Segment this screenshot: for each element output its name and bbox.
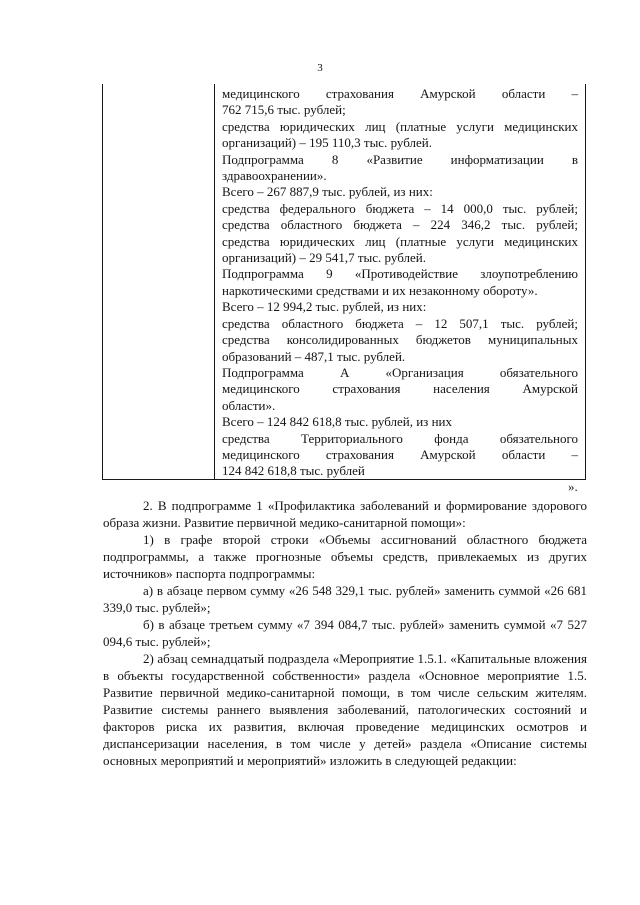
table-cell-line: медицинского страхования населения Амурской [222, 381, 578, 397]
table-cell-line: средства федерального бюджета – 14 000,0 тыс. рублей; [222, 200, 578, 216]
body-paragraph: а) в абзаце первом сумму «26 548 329,1 тыс. рублей» заменить суммой «26 681 339,0 тыс. рублей»; [103, 583, 587, 615]
table-cell-line: медицинского страхования Амурской области – [222, 446, 578, 462]
table-cell-line: наркотическими средствами и их незаконному обороту». [222, 282, 538, 298]
table-cell-line: средства консолидированных бюджетов муниципальных [222, 332, 578, 348]
table-cell-line: средства областного бюджета – 12 507,1 тыс. рублей; [222, 315, 578, 331]
table-cell-line: Всего – 124 842 618,8 тыс. рублей, из них [222, 414, 452, 430]
page-number: 3 [317, 62, 323, 74]
table-cell-line: 762 715,6 тыс. рублей; [222, 102, 346, 118]
table-cell-text [222, 86, 578, 480]
table-cell-line: организаций) – 29 541,7 тыс. рублей. [222, 250, 426, 266]
table-cell-line: Подпрограмма А «Организация обязательного [222, 364, 578, 380]
body-paragraph: 1) в графе второй строки «Объемы ассигнований областного бюджета подпрограммы, а также прогнозные объемы средств, привлекаемых из других источников» паспорта подпрограммы: [103, 532, 587, 581]
table-cell-line: Всего – 267 887,9 тыс. рублей, из них: [222, 184, 433, 200]
table-column-divider [214, 84, 215, 480]
body-paragraph: б) в абзаце третьем сумму «7 394 084,7 тыс. рублей» заменить суммой «7 527 094,6 тыс. рублей»; [103, 617, 587, 649]
table-cell-line: образований – 487,1 тыс. рублей. [222, 348, 406, 364]
table-cell-line: здравоохранении». [222, 168, 327, 184]
closing-quote: ». [568, 479, 578, 494]
body-paragraph: 2) абзац семнадцатый подраздела «Мероприятие 1.5.1. «Капитальные вложения в объекты государственной собственности» раздела «Основное мероприятие 1.5. Развитие первичной медико-санитарной помощи, в том числе сельским жителям. Развитие системы раннего выявления заболеваний, патологических состояний и факторов риска их развития, включая проведение медицинских осмотров и диспансеризации населения, в том числе у детей» раздела «Описание системы основных мероприятий и мероприятий» изложить в следующей редакции: [103, 651, 587, 768]
table-cell-line: 124 842 618,8 тыс. рублей [222, 463, 365, 479]
table-cell-line: средства юридических лиц (платные услуги медицинских [222, 118, 578, 134]
table-cell-line: области». [222, 397, 276, 413]
table-cell-line: Всего – 12 994,2 тыс. рублей, из них: [222, 299, 427, 315]
table-cell-line: Подпрограмма 8 «Развитие информатизации в [222, 151, 578, 167]
table-cell-line: медицинского страхования Амурской области – [222, 86, 578, 101]
table-cell-line: Подпрограмма 9 «Противодействие злоупотреблению [222, 266, 578, 282]
table-cell-line: средства Территориального фонда обязательного [222, 430, 578, 446]
table-cell-line: средства юридических лиц (платные услуги медицинских [222, 233, 578, 249]
body-paragraph: 2. В подпрограмме 1 «Профилактика заболеваний и формирование здорового образа жизни. Развитие первичной медико-санитарной помощи»: [103, 498, 587, 530]
table-cell-line: средства областного бюджета – 224 346,2 тыс. рублей; [222, 217, 578, 233]
document-body [103, 497, 587, 769]
table-cell-line: организаций) – 195 110,3 тыс. рублей. [222, 135, 432, 151]
